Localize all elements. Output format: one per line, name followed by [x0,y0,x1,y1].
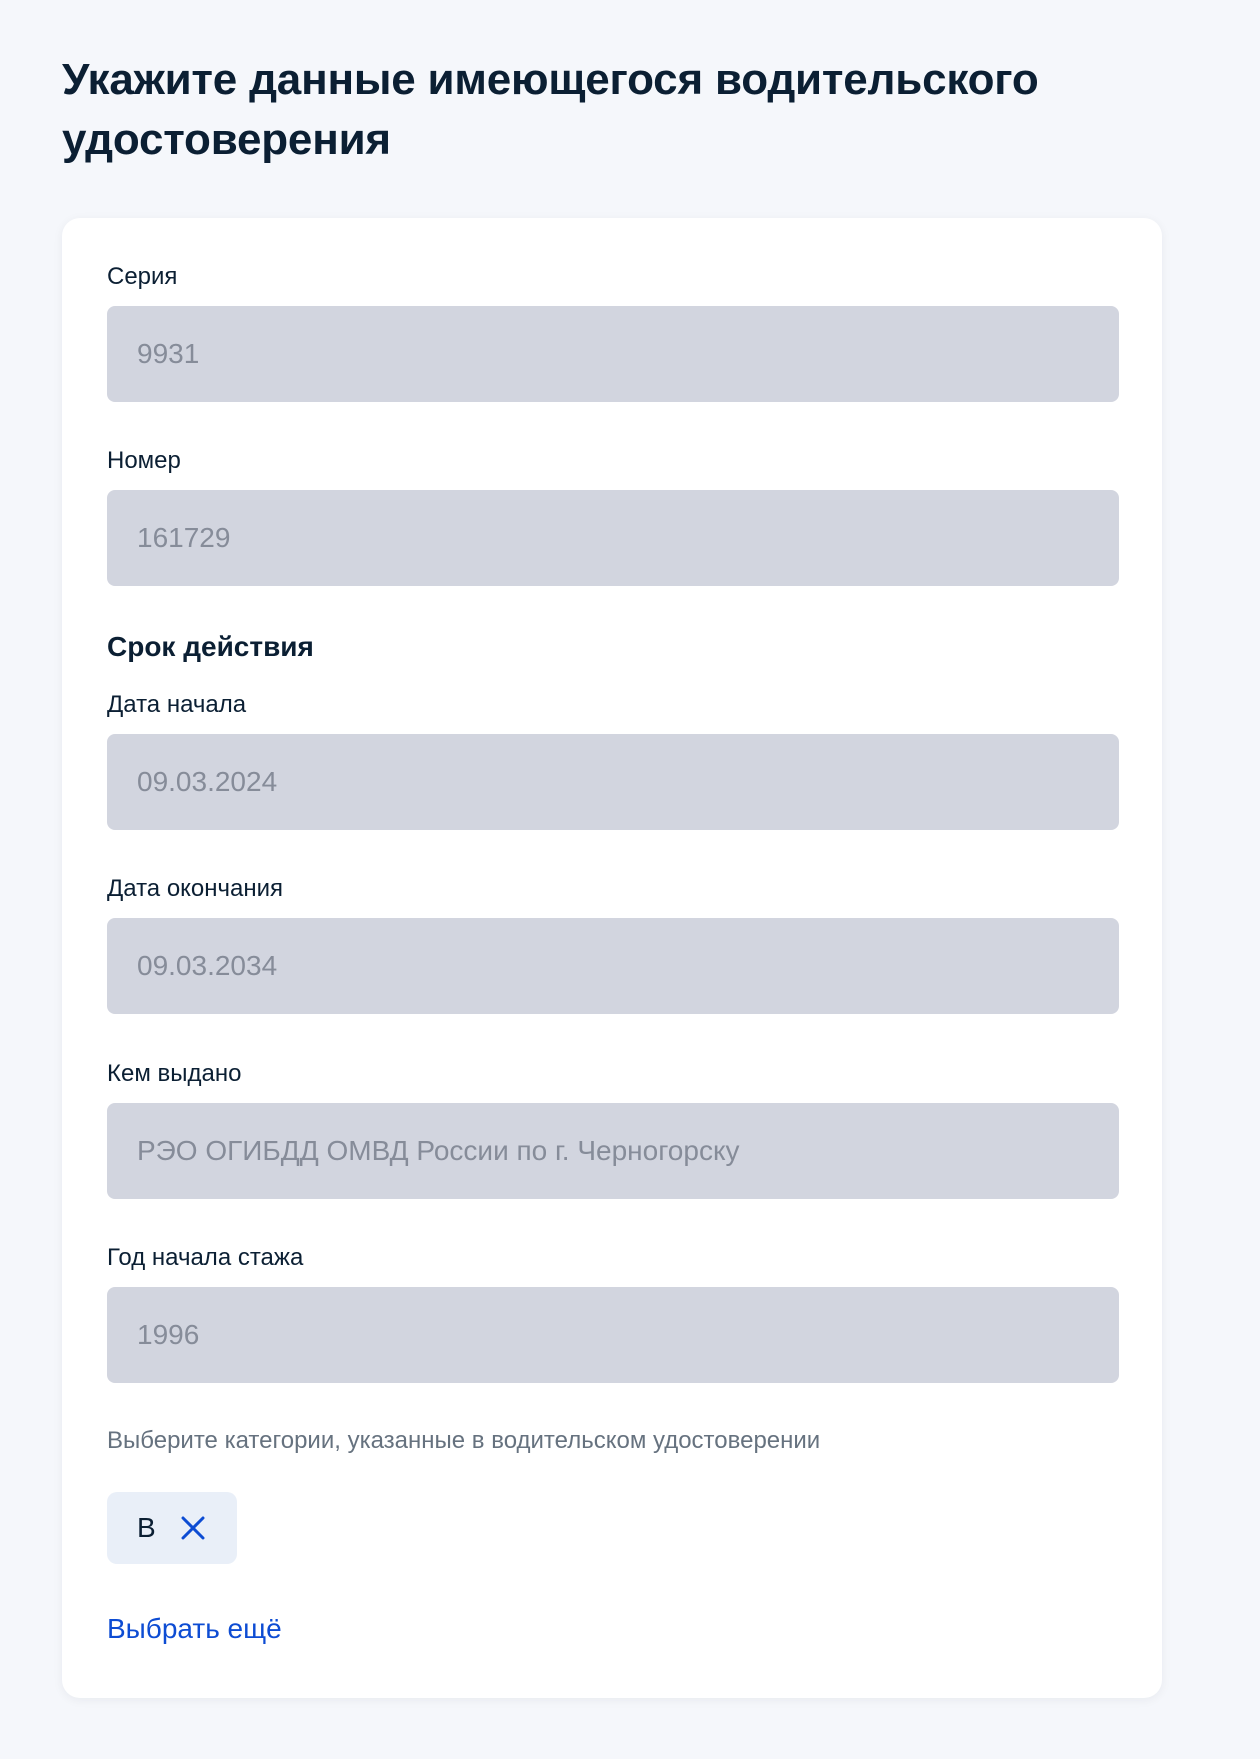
page-title: Укажите данные имеющегося водительского удостоверения [62,55,1039,164]
issuer-label: Кем выдано [107,1060,242,1087]
number-input[interactable]: 161729 [107,490,1119,586]
close-icon[interactable] [178,1513,208,1543]
category-chip-b [107,1492,237,1564]
experience-year-label: Год начала стажа [107,1244,304,1271]
license-form-card [62,218,1162,1698]
number-label: Номер [107,447,181,474]
category-chip-label: B [137,1512,156,1543]
series-input[interactable]: 9931 [107,306,1119,402]
experience-year-input[interactable]: 1996 [107,1287,1119,1383]
end-date-input[interactable]: 09.03.2034 [107,918,1119,1014]
end-date-label: Дата окончания [107,875,284,902]
select-more-link[interactable]: Выбрать ещё [107,1613,282,1644]
start-date-label: Дата начала [107,691,247,718]
validity-section-title: Срок действия [107,631,314,662]
categories-hint: Выберите категории, указанные в водительском удостоверении [107,1427,821,1454]
start-date-input[interactable]: 09.03.2024 [107,734,1119,830]
issuer-input[interactable]: РЭО ОГИБДД ОМВД России по г. Черногорску [107,1103,1119,1199]
series-label: Серия [107,263,178,290]
